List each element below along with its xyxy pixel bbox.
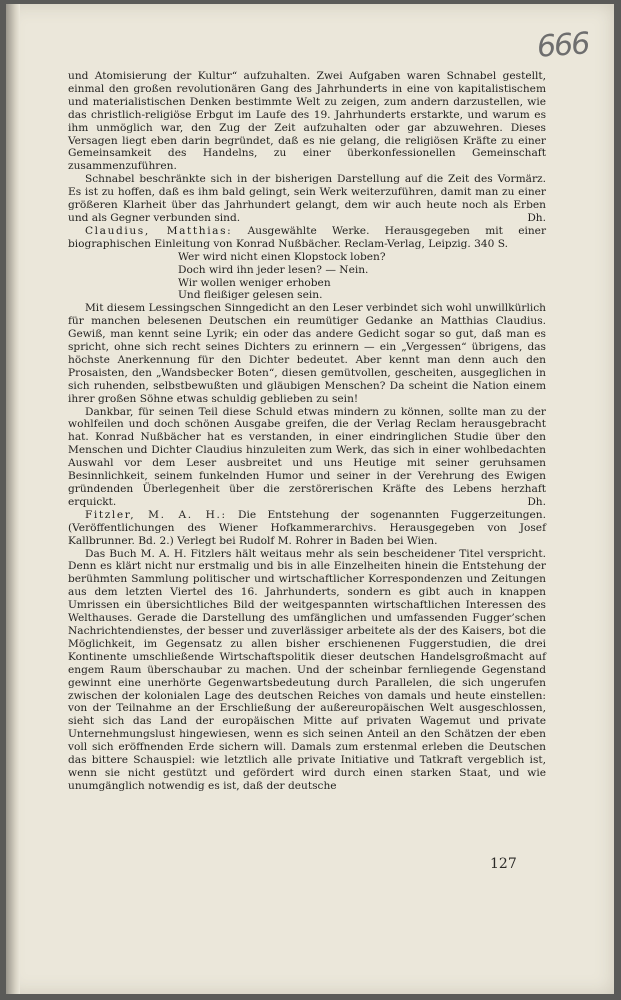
- review-author: Claudius, Matthias:: [84, 224, 233, 237]
- body-text: [68, 70, 546, 793]
- verse-line: Wir wollen weniger erhoben: [178, 276, 331, 289]
- epigram-verse: [178, 251, 546, 303]
- reviewer-signature: Dh.: [527, 211, 546, 224]
- book-page: [6, 4, 614, 994]
- review-details: Ausgewählte Werke. Herausgegeben mit einer biographischen Einleitung von Konrad Nußbächer. Reclam-Verlag, Leipzig. 340 S.: [68, 224, 547, 250]
- verse-line: Wer wird nicht einen Klopstock loben?: [178, 250, 386, 263]
- verse-line: Doch wird ihn jeder lesen? — Nein.: [178, 263, 369, 276]
- paragraph: Dankbar, für seinen Teil diese Schuld etwas mindern zu können, sollte man zu der wohlfeilen und doch schönen Ausgabe greifen, die der Verlag Reclam herausgebracht hat. Konrad Nußbächer hat es verstanden, in einer eindringlichen Studie über den Menschen und Dichter Claudius hinzuleiten zum Werk, das sich in einer wohlbedachten Auswahl vor dem Leser ausbreitet und uns Heutige mit seiner geruhsamen Besinnlichkeit, seinem funkelnden Humor und seiner in der Verehrung des Ewigen gründenden Überlegenheit über die zerstörerischen Kräfte des Lebens herzhaft erquickt. Dh.: [68, 405, 546, 508]
- review-author: Fitzler, M. A. H.:: [84, 508, 227, 521]
- review-heading-claudius: [68, 225, 546, 251]
- paragraph: und Atomisierung der Kultur“ aufzuhalten. Zwei Aufgaben waren Schnabel gestellt, einmal den großen revolutionären Gang des Jahrhunderts in eine von kapitalistischem und materialistischen Denken bestimmte Welt zu zeigen, zum andern darzustellen, wie das christlich-religiöse Erbgut im Laufe des 19. Jahrhunderts erstarkte, und warum es ihm unmöglich war, den Zug der Zeit aufzuhalten oder gar abzuwehren. Dieses Versagen liegt eben darin begründet, daß es nie gelang, die religiösen Kräfte zu einer Gemeinsamkeit des Handelns, zu einer überkonfessionellen Gemeinschaft zusammenzuführen.: [68, 70, 546, 173]
- reviewer-signature: Dh.: [527, 495, 546, 508]
- paragraph: Das Buch M. A. H. Fitzlers hält weitaus mehr als sein bescheidener Titel verspricht. Denn es klärt nicht nur erstmalig und bis in alle Einzelheiten hinein die Entstehung der berühmten Sammlung politischer und wirtschaftlicher Korrespondenzen und Zeitungen aus dem letzten Viertel des 16. Jahrhunderts, sondern es gibt auch in knappen Umrissen ein übersichtliches Bild der weitgespannten wirtschaftlichen Interessen des Welthauses. Gerade die Darstellung des umfänglichen und umfassenden Fugger’schen Nachrichtendienstes, der besser und zuverlässiger arbeitete als der des Kaisers, bot die Möglichkeit, im Gegensatz zu allen bisher erschienenen Fuggerstudien, die drei Kontinente umschließende Wirtschaftspolitik dieser deutschen Handelsgroßmacht auf engem Raum überschaubar zu machen. Und der scheinbar fernliegende Gegenstand gewinnt eine unerhörte Gegenwartsbedeutung durch Parallelen, die sich ungerufen zwischen der kolonialen Lage des deutschen Reiches von damals und heute einstellen: von der Teilnahme an der Erschließung der außereuropäischen Welt ausgeschlossen, sieht sich das Land der europäischen Mitte auf privaten Wagemut und private Unternehmungslust hingewiesen, wenn es sich seinen Anteil an den Schätzen der eben voll sich eröffnenden Erde sichern will. Damals zum erstenmal erleben die Deutschen das bittere Schauspiel: wie letztlich alle private Initiative und Tatkraft vergeblich ist, wenn sie nicht gestützt und gefördert wird durch einen starken Staat, und wie unumgänglich notwendig es ist, daß der deutsche: [68, 547, 546, 792]
- paragraph: Mit diesem Lessingschen Sinngedicht an den Leser verbindet sich wohl unwillkürlich für manchen belesenen Deutschen ein reumütiger Gedanke an Matthias Claudius. Gewiß, man kennt seine Lyrik; ein oder das andere Gedicht sogar so gut, daß man es spricht, ohne sich recht seines Dichters zu erinnern — ein „Vergessen“ übrigens, das höchste Anerkennung für den Dichter bedeutet. Aber kennt man denn auch den Prosaisten, den „Wandsbecker Boten“, diesen gemütvollen, gescheiten, ausgeglichen in sich ruhenden, selbstbewußten und gläubigen Menschen? Da scheint die Nation einem ihrer großen Söhne etwas schuldig geblieben zu sein!: [68, 302, 546, 405]
- verse-line: Und fleißiger gelesen sein.: [178, 289, 323, 302]
- review-details: Die Entstehung der sogenannten Fuggerzeitungen. (Veröffentlichungen des Wiener Hofkammerarchivs. Herausgegeben von Josef Kallbrunner. Bd. 2.) Verlegt bei Rudolf M. Rohrer in Baden bei Wien.: [68, 508, 547, 547]
- page-gutter: [6, 4, 20, 994]
- page-number: 127: [490, 856, 517, 872]
- paragraph: Schnabel beschränkte sich in der bisherigen Darstellung auf die Zeit des Vormärz. Es ist zu hoffen, daß es ihm bald gelingt, sein Werk weiterzuführen, damit man zu einer größeren Klarheit über das Jahrhundert gelangt, dem wir auch heute noch als Erben und als Gegner verbunden sind. Dh.: [68, 173, 546, 224]
- handwritten-folio-number: 666: [535, 26, 590, 65]
- review-heading-fitzler: [68, 509, 546, 548]
